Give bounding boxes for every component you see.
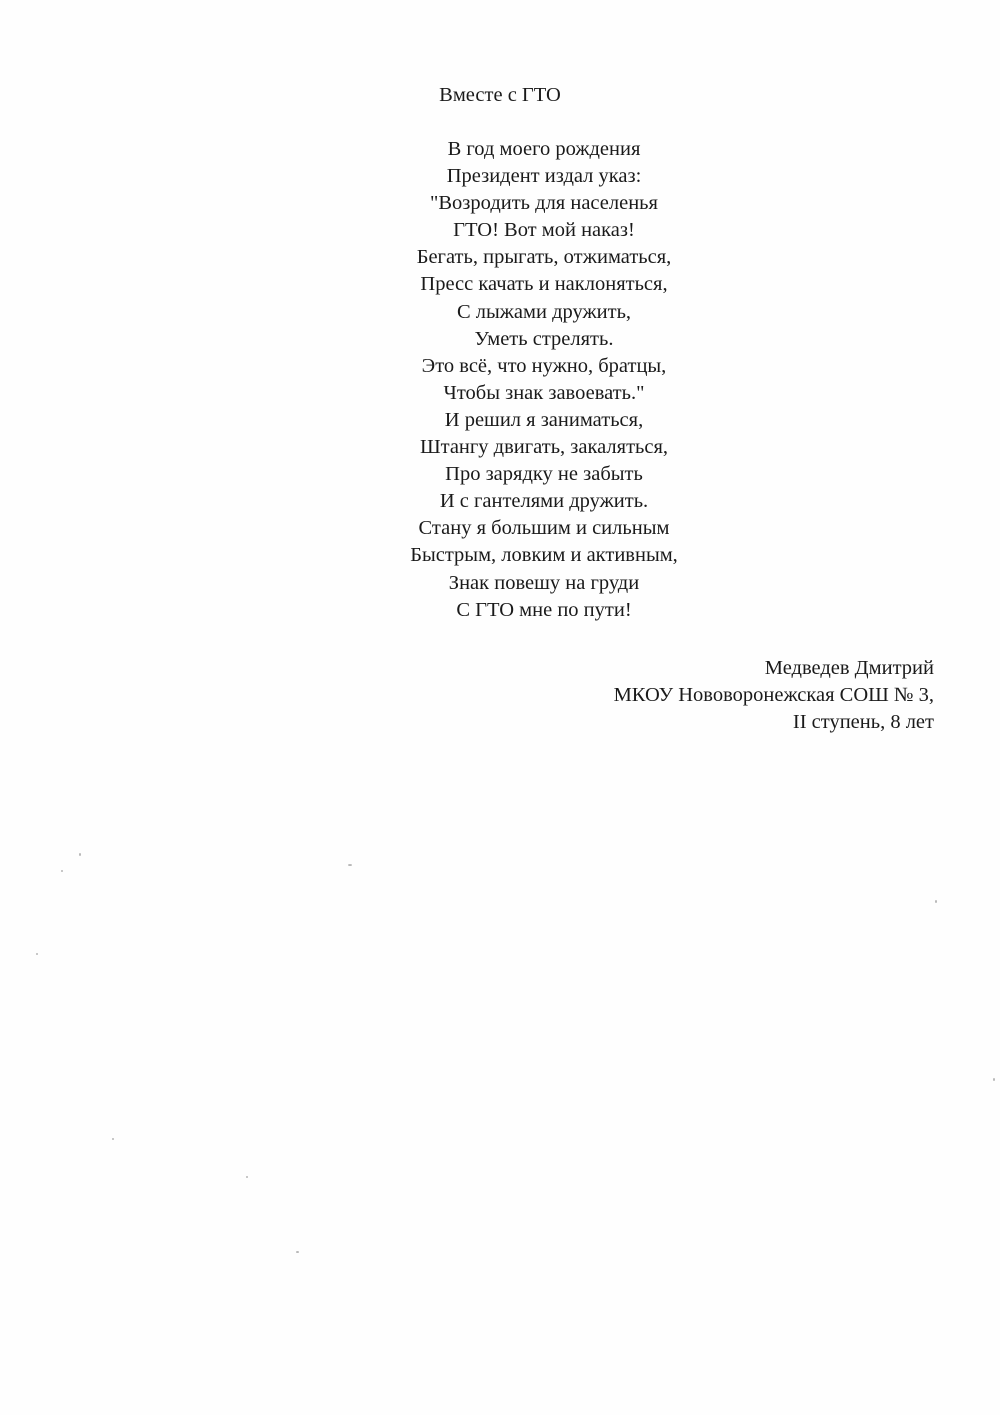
scan-speck xyxy=(348,864,352,866)
poem-title: Вместе с ГТО xyxy=(439,84,561,106)
poem-line: Бегать, прыгать, отжиматься, xyxy=(416,246,672,269)
poem-line: ГТО! Вот мой наказ! xyxy=(453,219,635,242)
poem-line: Про зарядку не забыть xyxy=(445,463,643,486)
scan-speck xyxy=(36,953,38,955)
poem-line: С ГТО мне по пути! xyxy=(456,598,632,621)
scan-speck xyxy=(296,1251,299,1253)
poem-line: Знак повешу на груди xyxy=(448,571,640,594)
poem-line: С лыжами дружить, xyxy=(456,300,632,323)
poem-line: Штангу двигать, закаляться, xyxy=(419,436,669,459)
signature-block xyxy=(434,655,934,736)
level-and-age: II ступень, 8 лет xyxy=(792,711,934,733)
poem-line: "Возродить для населенья xyxy=(430,192,658,215)
poem-line: И решил я заниматься, xyxy=(444,408,644,431)
poem-body xyxy=(244,136,844,624)
poem-line: Чтобы знак завоевать." xyxy=(443,381,645,404)
scan-speck xyxy=(79,853,81,856)
poem-line: Это всё, что нужно, братцы, xyxy=(421,354,667,377)
scan-speck xyxy=(246,1176,248,1178)
poem-line: Уметь стрелять. xyxy=(474,327,614,350)
poem-line: Стану я большим и сильным xyxy=(418,517,670,540)
scan-speck xyxy=(993,1078,995,1081)
school-name: МКОУ Нововоронежская СОШ № 3, xyxy=(613,684,934,706)
scan-speck xyxy=(935,900,937,903)
poem-line: В год моего рождения xyxy=(447,138,641,160)
author-name: Медведев Дмитрий xyxy=(764,657,934,679)
scan-speck xyxy=(112,1138,114,1140)
poem-line: И с гантелями дружить. xyxy=(439,490,649,513)
poem-line: Пресс качать и наклоняться, xyxy=(420,273,668,296)
scan-speck xyxy=(61,870,63,872)
poem-line: Быстрым, ловким и активным, xyxy=(410,544,678,567)
poem-line: Президент издал указ: xyxy=(446,165,642,188)
